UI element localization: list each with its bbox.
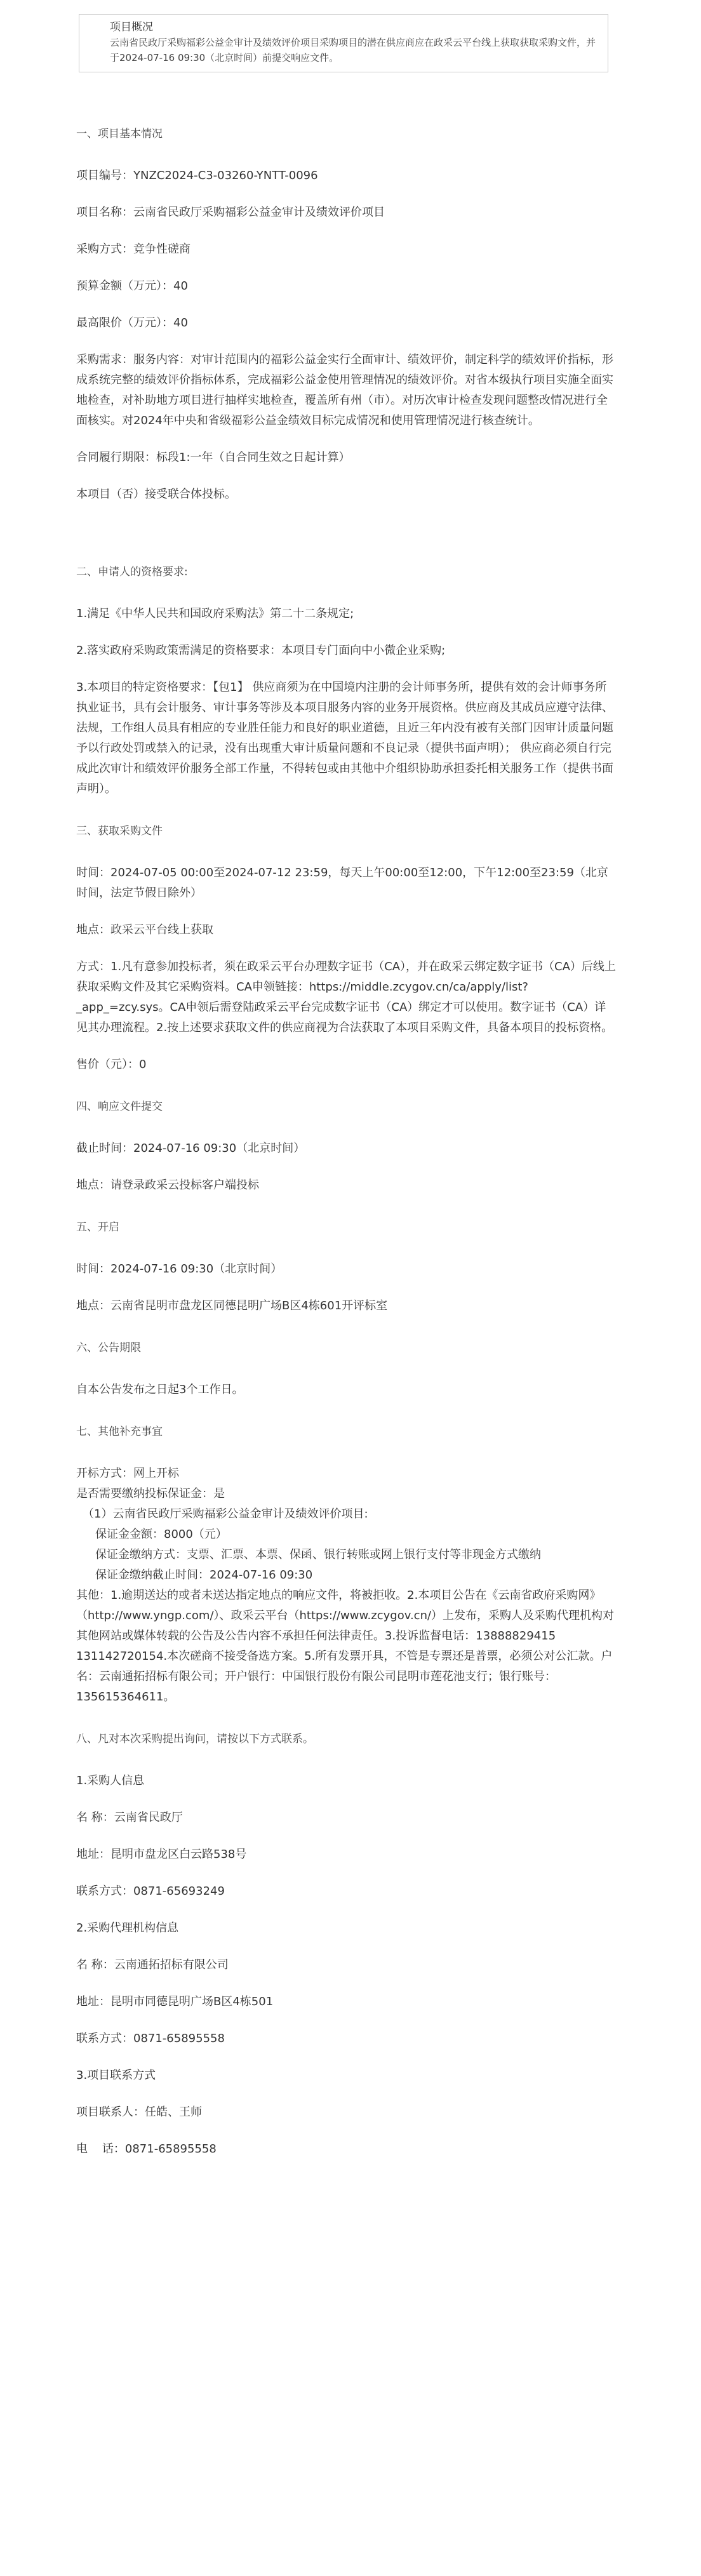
section-basic-info-heading: 一、项目基本情况 [76, 128, 163, 140]
section-notice-period-heading: 六、公告期限 [76, 1342, 141, 1354]
opening-mode: 开标方式：网上开标 [76, 1467, 179, 1480]
obtain-place: 地点：政采云平台线上获取 [76, 923, 213, 937]
qualification-item-3: 3.本项目的特定资格要求：【包1】 供应商须为在中国境内注册的会计师事务所，提供有效的会计师事务所执业证书，具有会计服务、审计事务等涉及本项目服务内容的业务开展资格。供应商及其成员应遵守法律、法规，工作组人员具有相应的专业胜任能力和良好的职业道德，且近三年内没有被有关部门因审计质量问题予以行政处罚或禁入的记录，没有出现重大审计质量问题和不良记录（提供书面声明）； 供应商必须自行完成此次审计和绩效评价服务全部工作量，不得转包或由其他中介组织协助承担委托相关服务工作（提供书面声明）。 [76, 681, 613, 796]
qualification-item-2: 2.落实政府采购政策需满足的资格要求：本项目专门面向中小微企业采购; [76, 644, 446, 657]
agency-address: 地址：昆明市同德昆明广场B区4栋501 [76, 1995, 274, 2008]
deposit-payment-method: 保证金缴纳方式：支票、汇票、本票、保函、银行转账或网上银行支付等非现金方式缴纳 [95, 1548, 541, 1561]
deposit-amount: 保证金金额：8000（元） [95, 1528, 227, 1541]
section-obtain-docs-heading: 三、获取采购文件 [76, 825, 163, 838]
purchaser-contact: 联系方式：0871-65693249 [76, 1885, 225, 1898]
announcement-body [76, 124, 616, 2159]
obtain-time: 时间：2024-07-05 00:00至2024-07-12 23:59，每天上午00:00至12:00，下午12:00至23:59（北京时间，法定节假日除外） [76, 866, 608, 900]
purchaser-info-heading: 1.采购人信息 [76, 1774, 145, 1787]
project-contact-heading: 3.项目联系方式 [76, 2069, 156, 2082]
agency-contact: 联系方式：0871-65895558 [76, 2032, 225, 2045]
section-qualification-heading: 二、申请人的资格要求: [76, 566, 188, 578]
section-other-matters-heading: 七、其他补充事宜 [76, 1425, 163, 1438]
overview-text: 云南省民政厅采购福彩公益金审计及绩效评价项目采购项目的潜在供应商应在政采云平台线上获取获取采购文件，并于2024-07-16 09:30（北京时间）前提交响应文件。 [110, 37, 596, 63]
project-contact-person: 项目联系人：任皓、王师 [76, 2106, 202, 2119]
overview-title: 项目概况 [110, 21, 153, 34]
notice-period-text: 自本公告发布之日起3个工作日。 [76, 1383, 244, 1396]
deposit-project: （1）云南省民政厅采购福彩公益金审计及绩效评价项目: [83, 1507, 368, 1521]
budget-amount: 预算金额（万元）：40 [76, 279, 188, 293]
obtain-method: 方式：1.凡有意参加投标者，须在政采云平台办理数字证书（CA），并在政采云绑定数字证书（CA）后线上获取采购文件及其它采购资料。CA申领链接：https://middle.zcygov.cn/ca/apply/list?_app_=zcy.sys。CA申领后需登陆政采云平台完成数字证书（CA）绑定才可以使用。数字证书（CA）详见其办理流程。2.按上述要求获取文件的供应商视为合法获取了本项目采购文件，具备本项目的投标资格。 [76, 960, 616, 1034]
agency-info-heading: 2.采购代理机构信息 [76, 1921, 179, 1935]
section-contact-heading: 八、凡对本次采购提出询问，请按以下方式联系。 [76, 1733, 314, 1745]
agency-name: 名 称：云南通拓招标有限公司 [76, 1958, 229, 1972]
deposit-deadline: 保证金缴纳截止时间：2024-07-16 09:30 [95, 1568, 313, 1582]
submission-deadline: 截止时间：2024-07-16 09:30（北京时间） [76, 1142, 305, 1155]
deposit-required: 是否需要缴纳投标保证金：是 [76, 1487, 225, 1500]
other-notes: 其他：1.逾期送达的或者未送达指定地点的响应文件，将被拒收。2.本项目公告在《云南省政府采购网》（http://www.yngp.com/）、政采云平台（https://www.zcygov.cn/）上发布，采购人及采购代理机构对其他网站或媒体转载的公告及公告内容不承担任何法律责任。3.投诉监督电话：13888829415 13114272015​4.本次磋商不接受备选方案。5.所有发票开具，不管是专票还是普票，必须公对公汇款。户名：云南通拓招标有限公司；开户银行：中国银行股份有限公司昆明市莲花池支行；银行账号：135615364611。 [76, 1589, 615, 1704]
procurement-method: 采购方式：竞争性磋商 [76, 243, 190, 256]
consortium-note: 本项目（否）接受联合体投标。 [76, 488, 236, 501]
purchaser-name: 名 称：云南省民政厅 [76, 1811, 183, 1824]
project-name: 项目名称：云南省民政厅采购福彩公益金审计及绩效评价项目 [76, 206, 385, 219]
project-number: 项目编号：YNZC2024-C3-03260-YNTT-0096 [76, 169, 318, 182]
section-submission-heading: 四、响应文件提交 [76, 1100, 163, 1113]
document-price: 售价（元）：0 [76, 1058, 147, 1071]
section-opening-heading: 五、开启 [76, 1221, 119, 1234]
max-price: 最高限价（万元）：40 [76, 316, 188, 330]
contract-period: 合同履行期限：标段1:一年（自合同生效之日起计算） [76, 451, 350, 464]
opening-place: 地点：云南省昆明市盘龙区同德昆明广场B区4栋601开评标室 [76, 1299, 388, 1312]
project-overview-box [79, 14, 608, 72]
submission-place: 地点：请登录政采云投标客户端投标 [76, 1178, 259, 1192]
qualification-item-1: 1.满足《中华人民共和国政府采购法》第二十二条规定; [76, 607, 354, 620]
opening-time: 时间：2024-07-16 09:30（北京时间） [76, 1262, 283, 1276]
project-contact-phone: 电 话：0871-65895558 [76, 2142, 217, 2156]
procurement-requirement: 采购需求：服务内容：对审计范围内的福彩公益金实行全面审计、绩效评价，制定科学的绩效评价指标，形成系统完整的绩效评价指标体系，完成福彩公益金使用管理情况的绩效评价。对省本级执行项目实施全面实地检查，对补助地方项目进行抽样实地检查，覆盖所有州（市）。对历次审计检查发现问题整改情况进行全面核实。对2024年中央和省级福彩公益金绩效目标完成情况和使用管理情况进行核查统计。 [76, 353, 613, 427]
purchaser-address: 地址：昆明市盘龙区白云路538号 [76, 1848, 247, 1861]
